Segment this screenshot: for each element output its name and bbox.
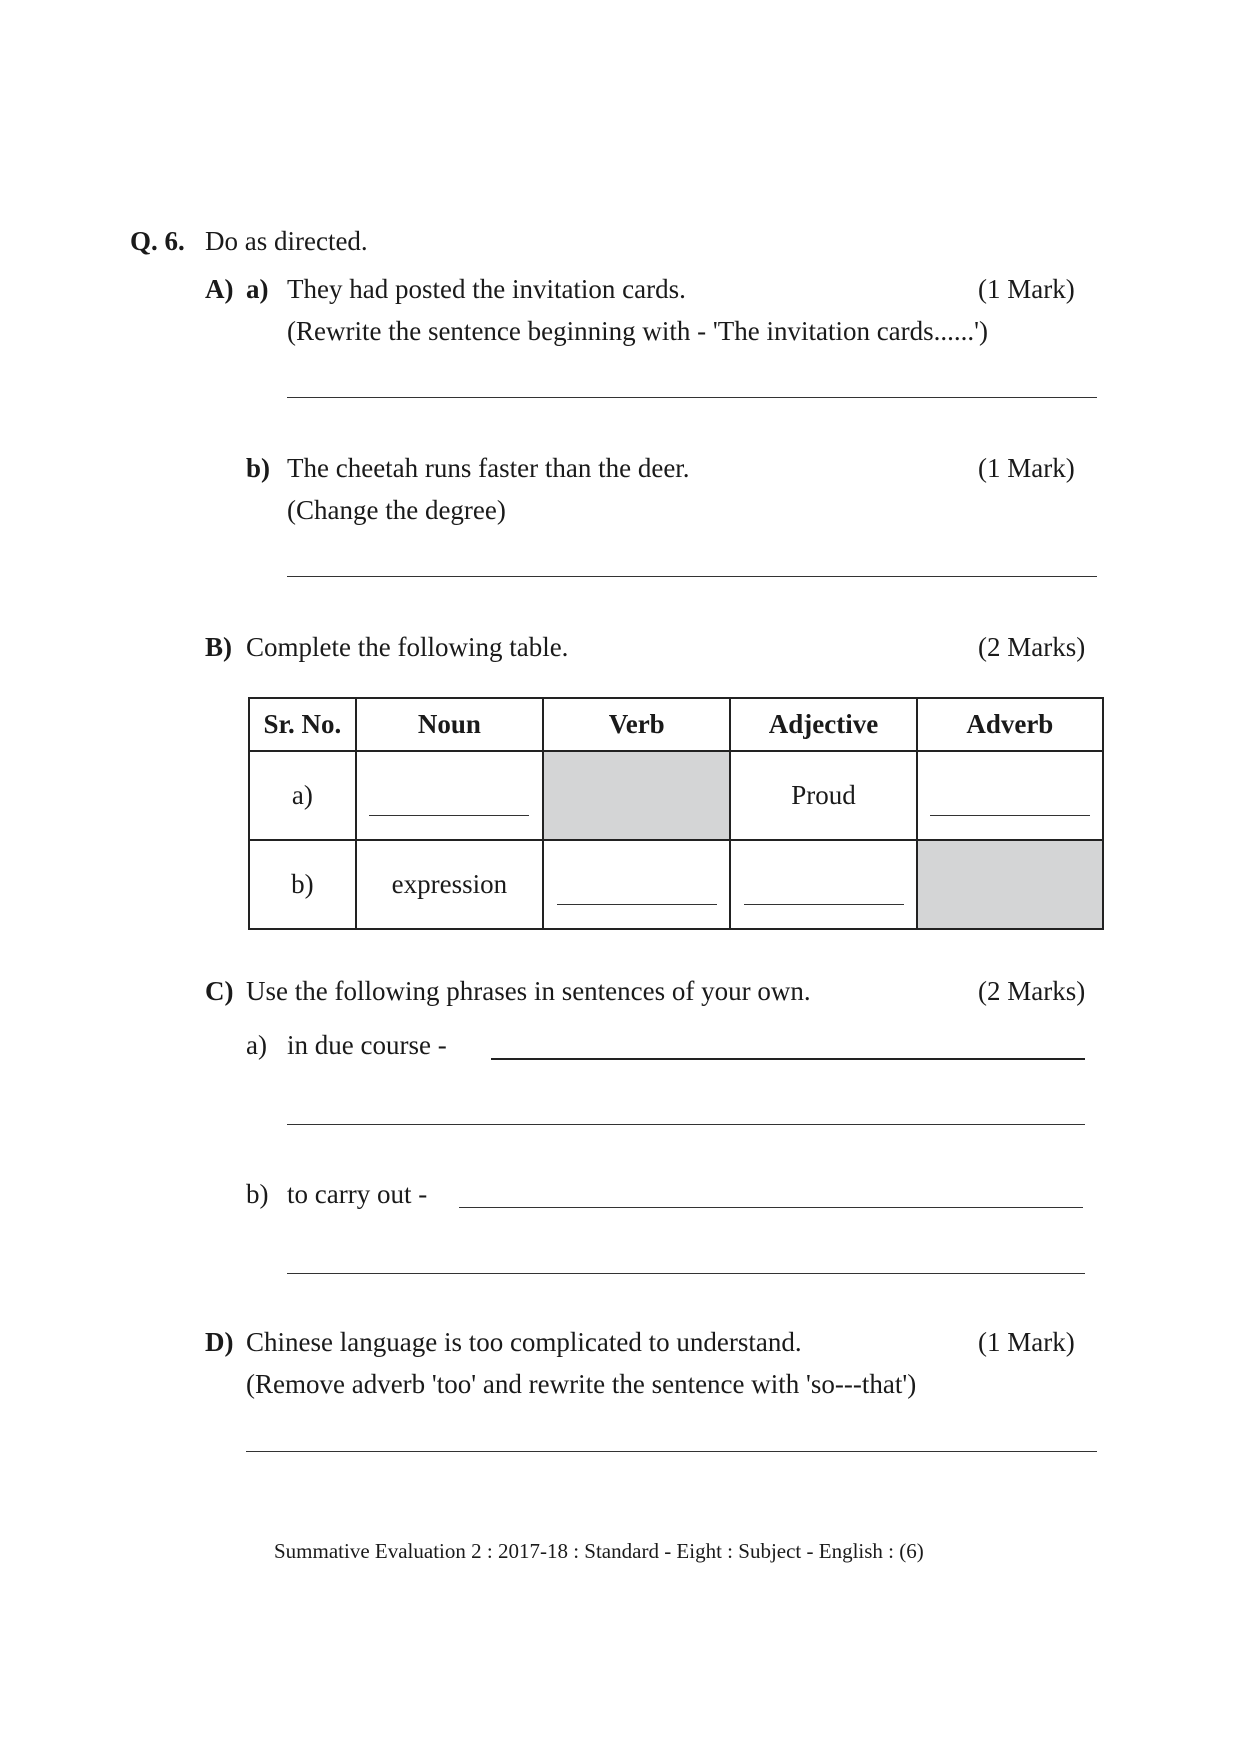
answer-line-c-a-1[interactable]: [491, 1058, 1085, 1060]
row-a-adverb-blank[interactable]: [930, 815, 1090, 816]
answer-line-c-b-2[interactable]: [287, 1273, 1085, 1274]
answer-line-a-a[interactable]: [287, 397, 1097, 398]
section-a-a-sentence: They had posted the invitation cards.: [287, 274, 686, 304]
table-row: [249, 751, 1103, 840]
section-b-title: Complete the following table.: [246, 632, 569, 662]
answer-line-a-b[interactable]: [287, 576, 1097, 577]
row-a-noun-cell[interactable]: [356, 751, 543, 840]
row-b-verb-blank[interactable]: [557, 904, 717, 905]
answer-line-c-a-2[interactable]: [287, 1124, 1085, 1125]
section-a-b-label: b): [246, 453, 271, 483]
section-a-a-label: a): [246, 274, 269, 304]
section-c-b-phrase: to carry out -: [287, 1179, 428, 1209]
section-c-label: C): [205, 976, 234, 1006]
section-a-a-instruction: (Rewrite the sentence beginning with - 'The invitation cards......'): [287, 316, 989, 346]
row-b-sr: b): [249, 840, 356, 929]
section-a-a-marks: (1 Mark): [978, 274, 1075, 304]
row-a-verb-shaded-cell: [543, 751, 730, 840]
header-sr-no: Sr. No.: [249, 698, 356, 751]
answer-line-d[interactable]: [246, 1451, 1097, 1452]
section-d-marks: (1 Mark): [978, 1327, 1075, 1357]
row-b-adverb-shaded-cell: [917, 840, 1103, 929]
section-d-label: D): [205, 1327, 234, 1357]
question-instruction: Do as directed.: [205, 226, 368, 256]
row-b-adjective-blank[interactable]: [744, 904, 904, 905]
word-forms-table: [248, 697, 1104, 930]
header-adjective: Adjective: [730, 698, 916, 751]
table-row: [249, 840, 1103, 929]
row-a-noun-blank[interactable]: [369, 815, 529, 816]
header-verb: Verb: [543, 698, 730, 751]
question-number: Q. 6.: [130, 226, 185, 256]
section-b-marks: (2 Marks): [978, 632, 1086, 662]
section-c-b-label: b): [246, 1179, 269, 1209]
answer-line-c-b-1[interactable]: [459, 1207, 1083, 1208]
section-c-title: Use the following phrases in sentences of your own.: [246, 976, 811, 1006]
row-b-adjective-cell[interactable]: [730, 840, 916, 929]
row-b-noun: expression: [356, 840, 543, 929]
header-noun: Noun: [356, 698, 543, 751]
page-footer: Summative Evaluation 2 : 2017-18 : Standard - Eight : Subject - English : (6): [274, 1539, 924, 1563]
section-a-b-marks: (1 Mark): [978, 453, 1075, 483]
row-a-sr: a): [249, 751, 356, 840]
section-a-b-instruction: (Change the degree): [287, 495, 506, 525]
section-c-a-phrase: in due course -: [287, 1030, 447, 1060]
row-b-verb-cell[interactable]: [543, 840, 730, 929]
table-header-row: [249, 698, 1103, 751]
section-d-sentence: Chinese language is too complicated to understand.: [246, 1327, 802, 1357]
section-a-label: A): [205, 274, 234, 304]
section-c-marks: (2 Marks): [978, 976, 1086, 1006]
section-c-a-label: a): [246, 1030, 267, 1060]
row-a-adverb-cell[interactable]: [917, 751, 1103, 840]
section-b-label: B): [205, 632, 232, 662]
header-adverb: Adverb: [917, 698, 1103, 751]
section-a-b-sentence: The cheetah runs faster than the deer.: [287, 453, 690, 483]
row-a-adjective: Proud: [730, 751, 916, 840]
section-d-instruction: (Remove adverb 'too' and rewrite the sentence with 'so---that'): [246, 1369, 917, 1399]
